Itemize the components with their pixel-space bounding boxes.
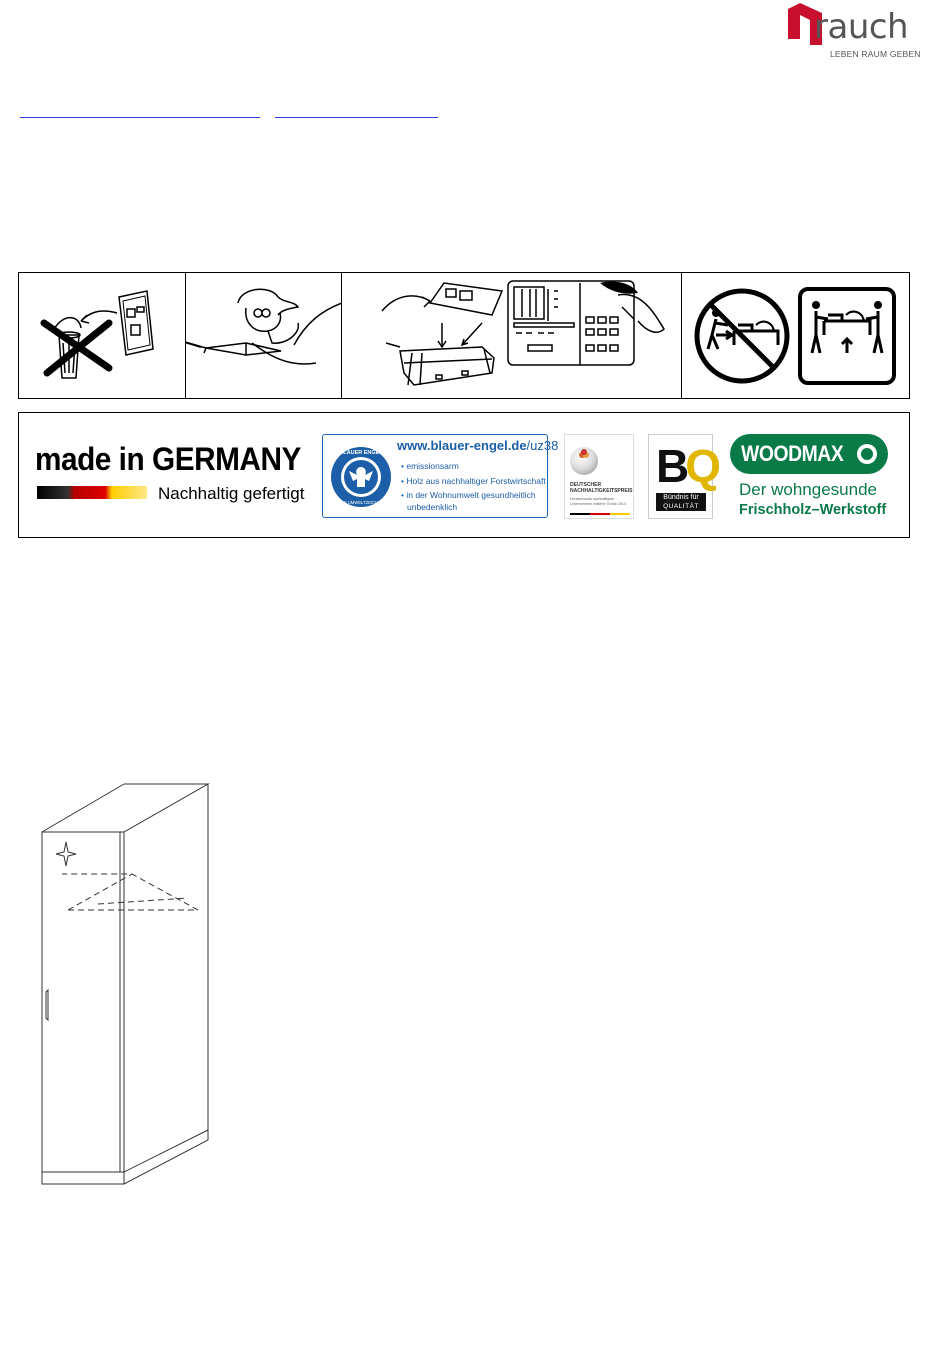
keep-instructions-panel — [342, 273, 682, 398]
read-instructions-icon — [186, 273, 342, 398]
bq-badge — [648, 434, 718, 519]
blauer-engel-seal-top-text: BLAUER ENGEL — [339, 450, 383, 456]
woodmax-line2: Frischholz–Werkstoff — [739, 502, 887, 518]
handling-panel — [682, 273, 909, 398]
blauer-engel-url-bold: www.blauer-engel.de — [397, 438, 527, 453]
rauch-tagline: LEBEN RAUM GEBEN — [830, 49, 921, 59]
read-instructions-panel — [186, 273, 342, 398]
woodmax-dot-icon — [857, 444, 877, 464]
header-link-2[interactable] — [275, 100, 438, 118]
blauer-engel-bullet: • Holz aus nachhaltiger Forstwirtschaft — [401, 474, 546, 489]
do-not-discard-panel — [19, 273, 186, 398]
made-in-germany-title: made in GERMANY — [35, 441, 301, 477]
nachhaltigkeitspreis-line2: NACHHALTIGKEITSPREIS — [570, 488, 633, 494]
german-flag-gradient-icon — [37, 486, 147, 499]
bq-letter-q: Q — [685, 440, 718, 492]
blauer-engel-url — [397, 438, 558, 453]
nachhaltigkeitspreis-orb-icon — [565, 435, 635, 481]
blauer-engel-url-thin: /uz38 — [526, 438, 559, 453]
header-link-1[interactable] — [20, 100, 260, 118]
blauer-engel-list — [401, 459, 546, 503]
do-not-discard-icon — [19, 273, 186, 398]
rauch-logo — [786, 3, 921, 61]
keep-instructions-icon — [342, 273, 682, 398]
do-not-drag-icon — [682, 273, 792, 398]
nachhaltigkeitspreis-line1: DEUTSCHER — [570, 482, 602, 488]
nachhaltigkeitspreis-small1: Deutschlands nachhaltigste — [570, 497, 614, 501]
instructions-strip — [18, 272, 910, 399]
blauer-engel-badge — [322, 434, 559, 518]
woodmax-name: WOODMAX — [741, 441, 844, 466]
woodmax-line1: Der wohngesunde — [739, 480, 877, 499]
bq-line1: Bündnis für — [656, 493, 706, 502]
bq-letters — [656, 441, 717, 491]
certification-strip — [18, 412, 910, 538]
blauer-engel-seal-bottom-text: DAS UMWELTZEICHEN — [338, 500, 384, 505]
nachhaltigkeitspreis-small — [570, 497, 626, 506]
wardrobe-drawing-icon — [38, 780, 218, 1190]
nachhaltigkeitspreis-color-bar — [570, 513, 630, 515]
blauer-engel-seal-icon — [329, 441, 393, 513]
bq-letter-b: B — [656, 440, 686, 492]
nachhaltigkeitspreis-title — [570, 482, 632, 494]
blauer-engel-bullet: • in der Wohnumwelt gesundheitlich — [401, 488, 546, 503]
bq-line2: QUALITÄT — [656, 502, 706, 511]
woodmax-logo — [730, 434, 888, 474]
nachhaltigkeitspreis-badge — [564, 434, 634, 519]
nachhaltigkeitspreis-small2: Unternehmen mittlerer Größe 2014 — [570, 501, 626, 506]
made-in-germany-subtitle: Nachhaltig gefertigt — [158, 484, 305, 503]
blauer-engel-bullet: • emissionsarm — [401, 459, 546, 474]
blauer-engel-bullet-continuation: unbedenklich — [407, 502, 458, 512]
lift-furniture-icon — [798, 273, 898, 398]
rauch-logo-word: rauch — [814, 7, 909, 47]
